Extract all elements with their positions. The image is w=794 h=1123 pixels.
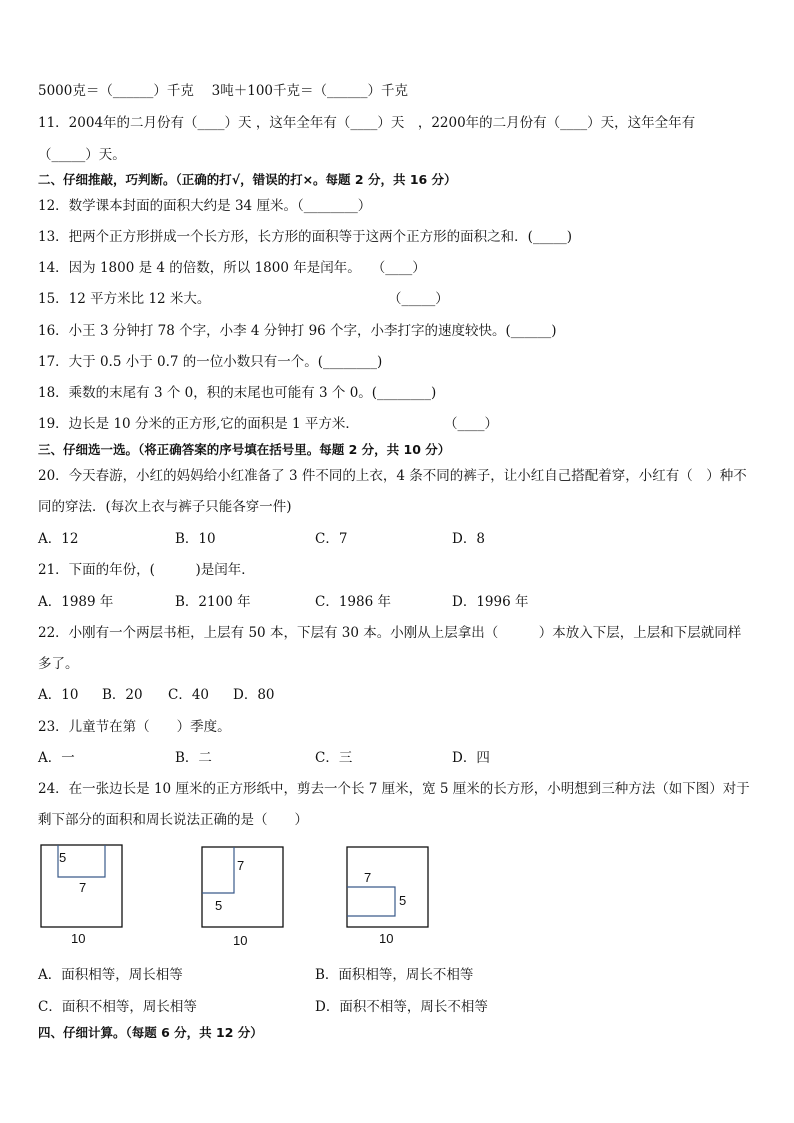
q22-option-c: C．40 — [168, 687, 210, 703]
question-24: 24．在一张边长是 10 厘米的正方形纸中，剪去一个长 7 厘米，宽 5 厘米的长方形，小明想到三种方法（如下图）对于 — [38, 781, 750, 797]
fig3-side-label: 10 — [379, 931, 394, 946]
question-20-cont: 同的穿法．(每次上衣与裤子只能各穿一件) — [38, 499, 292, 515]
q22-option-a: A．10 — [38, 687, 79, 703]
fig2-side-label: 10 — [233, 933, 248, 948]
fig2-length-label: 7 — [237, 858, 245, 873]
fig3-width-label: 5 — [399, 893, 407, 908]
question-19: 19．边长是 10 分米的正方形,它的面积是 1 平方米． — [38, 416, 359, 432]
q20-option-d: D．8 — [452, 531, 485, 547]
q20-option-a: A．12 — [38, 531, 79, 547]
question-18: 18．乘数的末尾有 3 个 0，积的末尾也可能有 3 个 0。(________) — [38, 385, 437, 401]
question-14: 14．因为 1800 是 4 的倍数，所以 1800 年是闰年。 （____） — [38, 260, 426, 276]
section-3-heading: 三、仔细选一选。（将正确答案的序号填在括号里。每题 2 分，共 10 分） — [38, 442, 451, 457]
question-24-cont: 剩下部分的面积和周长说法正确的是（ ） — [38, 812, 308, 828]
question-17: 17．大于 0.5 小于 0.7 的一位小数只有一个。(________) — [38, 354, 383, 370]
question-21: 21．下面的年份，( )是闰年． — [38, 562, 255, 578]
q20-option-c: C．7 — [315, 531, 348, 547]
question-11-cont: （_____）天。 — [38, 147, 126, 163]
fig1-width-label: 5 — [59, 850, 67, 865]
figure-method-3 — [343, 842, 443, 956]
fig3-length-label: 7 — [364, 870, 372, 885]
question-15-blank: （_____） — [388, 291, 449, 307]
question-23: 23．儿童节在第（ ）季度。 — [38, 719, 231, 735]
q24-option-a: A．面积相等，周长相等 — [38, 967, 183, 983]
q21-option-c: C．1986 年 — [315, 594, 391, 610]
q21-option-b: B．2100 年 — [175, 594, 251, 610]
q21-option-a: A．1989 年 — [38, 594, 114, 610]
q23-option-c: C．三 — [315, 750, 353, 766]
question-16: 16．小王 3 分钟打 78 个字，小李 4 分钟打 96 个字，小李打字的速度较快。(______) — [38, 323, 557, 339]
q22-option-d: D．80 — [233, 687, 275, 703]
fig1-length-label: 7 — [79, 880, 87, 895]
fig1-side-label: 10 — [71, 931, 86, 946]
q23-option-a: A．一 — [38, 750, 75, 766]
q24-option-d: D．面积不相等，周长不相等 — [315, 999, 488, 1015]
section-2-heading: 二、仔细推敲，巧判断。（正确的打√，错误的打×。每题 2 分，共 16 分） — [38, 172, 457, 187]
question-19-blank: （____） — [444, 416, 498, 432]
question-12: 12．数学课本封面的面积大约是 34 厘米。（________） — [38, 198, 372, 214]
q22-option-b: B．20 — [102, 687, 143, 703]
question-13: 13．把两个正方形拼成一个长方形，长方形的面积等于这两个正方形的面积之和．(_____) — [38, 229, 572, 245]
fig2-width-label: 5 — [215, 898, 223, 913]
q20-option-b: B．10 — [175, 531, 216, 547]
question-22-cont: 多了。 — [38, 656, 79, 672]
q24-option-c: C．面积不相等，周长相等 — [38, 999, 197, 1015]
unit-conversion-line: 5000克＝（______）千克 3吨＋100千克＝（______）千克 — [38, 83, 409, 99]
q24-option-b: B．面积相等，周长不相等 — [315, 967, 474, 983]
q23-option-b: B．二 — [175, 750, 212, 766]
section-4-heading: 四、仔细计算。（每题 6 分，共 12 分） — [38, 1025, 263, 1040]
figure-method-2 — [198, 842, 298, 956]
question-20: 20．今天春游，小红的妈妈给小红准备了 3 件不同的上衣，4 条不同的裤子，让小红自己搭配着穿，小红有（ ）种不 — [38, 468, 747, 484]
question-22: 22．小刚有一个两层书柜，上层有 50 本，下层有 30 本。小刚从上层拿出（ ）本放入下层，上层和下层就同样 — [38, 625, 742, 641]
q21-option-d: D．1996 年 — [452, 594, 529, 610]
question-11: 11．2004年的二月份有（____）天 ，这年全年有（____）天 ，2200年的二月份有（____）天，这年全年有 — [38, 115, 696, 131]
figure-method-1 — [38, 842, 138, 956]
q23-option-d: D．四 — [452, 750, 490, 766]
question-15: 15．12 平方米比 12 米大。 — [38, 291, 211, 307]
